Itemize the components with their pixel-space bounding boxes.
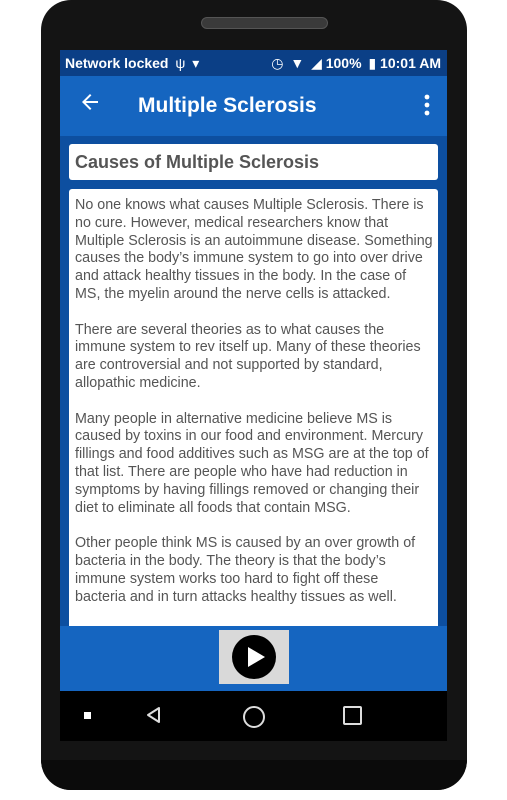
article-heading: Causes of Multiple Sclerosis [75, 152, 320, 172]
article-paragraph: No one knows what causes Multiple Sclerosis. There is no cure. However, medical researchers know that Multiple Sclerosis is an autoimmune disease. Something causes the body’s immune system to go into over drive and attack healthy tissues in the body. In the case of MS, the myelin around the nerve cells is attacked. [75, 197, 433, 302]
nav-home-icon[interactable] [243, 706, 265, 728]
heading-card [69, 144, 438, 180]
speaker-grille [201, 17, 328, 29]
usb-icon: ψ [175, 55, 186, 71]
clock: 10:01 AM [380, 55, 441, 71]
play-icon [232, 635, 276, 679]
status-bar [60, 50, 447, 76]
nav-recents-icon[interactable] [343, 706, 362, 725]
content-area [60, 136, 447, 626]
battery-icon: ▮ [368, 55, 377, 71]
arrow-left-icon[interactable] [78, 90, 102, 114]
signal-icon: ◢ [311, 55, 322, 71]
more-vert-icon[interactable] [423, 94, 431, 116]
article-paragraph: Other people think MS is caused by an over growth of bacteria in the body. The theory is that the body’s immune system works too hard to fight off these bacteria and in turn attacks healthy tissues as well. [75, 535, 416, 605]
carrier-label: Network locked [65, 55, 169, 71]
page-title: Multiple Sclerosis [138, 94, 317, 117]
system-nav-bar [60, 691, 447, 741]
article-body [75, 197, 433, 624]
article-paragraph: There are several theories as to what causes the immune system to rev itself up. Many of these theories are controversial and not supported by standard, allopathic medicine. [75, 321, 421, 391]
player-bar [60, 626, 447, 691]
alarm-icon: ◷ [271, 55, 284, 71]
battery-percent: 100% [325, 55, 362, 71]
nav-dot-icon [84, 712, 91, 719]
article-card[interactable] [69, 189, 438, 629]
phone-frame-bottom [41, 760, 467, 790]
screen [60, 50, 447, 691]
app-bar [60, 76, 447, 136]
article-paragraph: Many people in alternative medicine believe MS is caused by toxins in our food and environment. Mercury fillings and food additives such as MSG are at the top of that list. There are people who have had reduction in symptoms by having fillings removed or changing their diet to eliminate all foods that contain MSG. [75, 410, 429, 516]
status-left [65, 55, 199, 72]
nav-back-icon[interactable] [144, 705, 164, 725]
play-button[interactable] [219, 630, 289, 684]
android-icon: ▾ [192, 55, 200, 71]
status-right [268, 55, 441, 72]
wifi-icon: ▼ [290, 55, 305, 71]
